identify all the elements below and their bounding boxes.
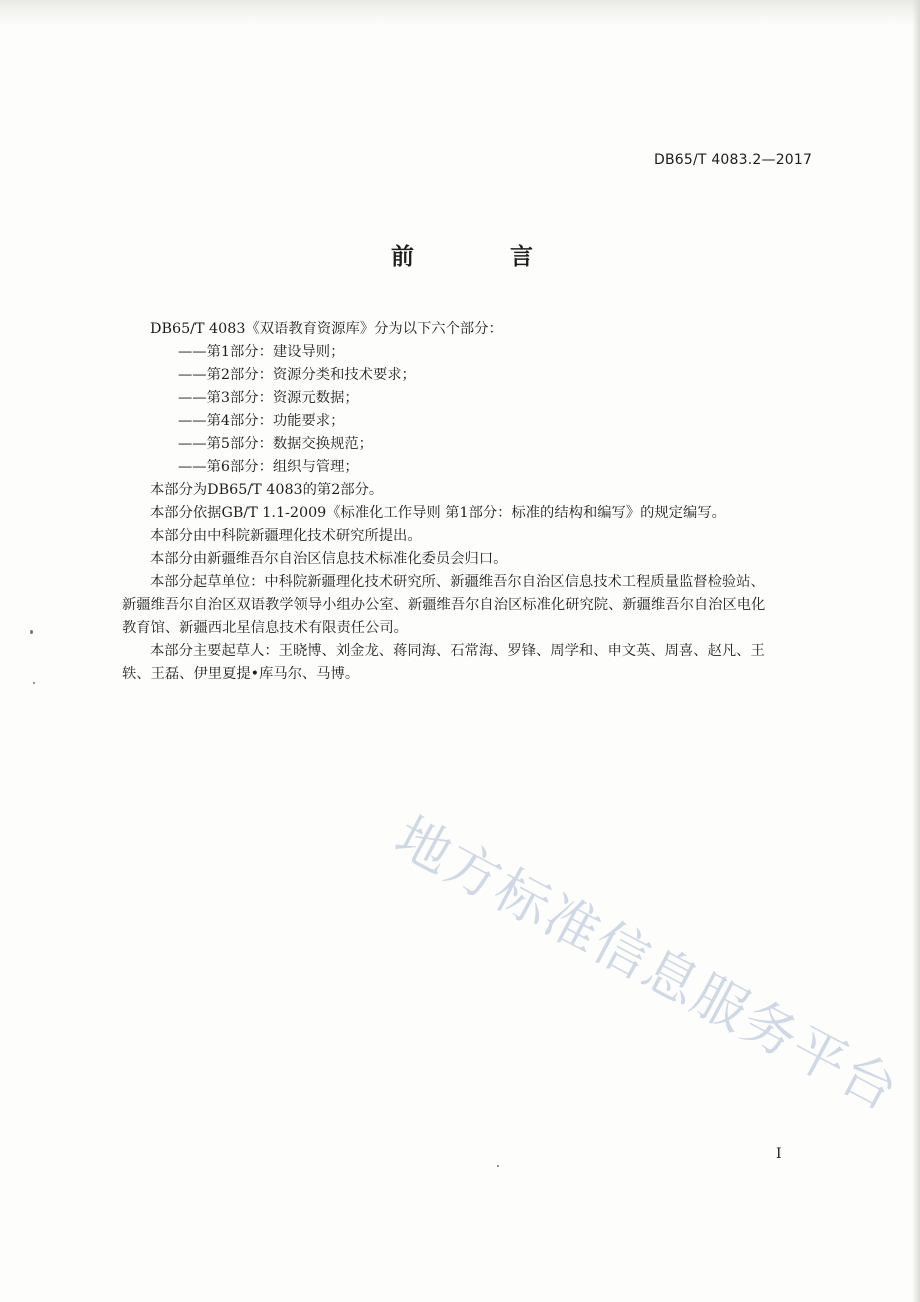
scan-speck <box>497 1165 499 1167</box>
part-list-item: ——第3部分：资源元数据； <box>178 390 359 406</box>
paragraph-drafting-units-line3: 教育馆、新疆西北星信息技术有限责任公司。 <box>122 620 408 636</box>
part-list-item: ——第2部分：资源分类和技术要求； <box>178 367 416 383</box>
watermark: 地方标准信息服务平台 <box>385 804 910 1124</box>
paragraph-administrator: 本部分由新疆维吾尔自治区信息技术标准化委员会归口。 <box>150 551 508 567</box>
paragraph-drafters-line1: 本部分主要起草人：王晓博、刘金龙、蒋同海、石常海、罗锋、周学和、申文英、周喜、赵凡、王 <box>150 643 765 659</box>
part-list-item: ——第5部分：数据交换规范； <box>178 436 373 452</box>
part-list-item: ——第1部分：建设导则； <box>178 344 345 360</box>
part-list-item: ——第4部分：功能要求； <box>178 413 345 429</box>
title-char-2: 言 <box>510 244 533 270</box>
foreword-body <box>122 318 812 686</box>
part-list-item: ——第6部分：组织与管理； <box>178 459 359 475</box>
paragraph-drafting-basis: 本部分依据GB/T 1.1-2009《标准化工作导则 第1部分：标准的结构和编写》的规定编写。 <box>150 505 726 521</box>
scan-edge-right <box>912 0 920 1302</box>
paragraph-drafters-line2: 轶、王磊、伊里夏提•库马尔、马博。 <box>122 666 360 682</box>
paragraph-drafting-units-line1: 本部分起草单位：中科院新疆理化技术研究所、新疆维吾尔自治区信息技术工程质量监督检验站、 <box>150 574 765 590</box>
paragraph-part-number: 本部分为DB65/T 4083的第2部分。 <box>150 482 384 498</box>
title-char-1: 前 <box>391 244 414 270</box>
paragraph-drafting-units-line2: 新疆维吾尔自治区双语教学领导小组办公室、新疆维吾尔自治区标准化研究院、新疆维吾尔自治区电化 <box>122 597 766 613</box>
intro-paragraph: DB65/T 4083《双语教育资源库》分为以下六个部分： <box>150 321 503 337</box>
page-number: I <box>776 1146 782 1162</box>
scan-speck <box>30 630 33 634</box>
scan-speck <box>33 682 35 684</box>
document-code: DB65/T 4083.2—2017 <box>654 152 813 168</box>
scan-edge-top <box>0 0 920 26</box>
paragraph-proposer: 本部分由中科院新疆理化技术研究所提出。 <box>150 528 422 544</box>
